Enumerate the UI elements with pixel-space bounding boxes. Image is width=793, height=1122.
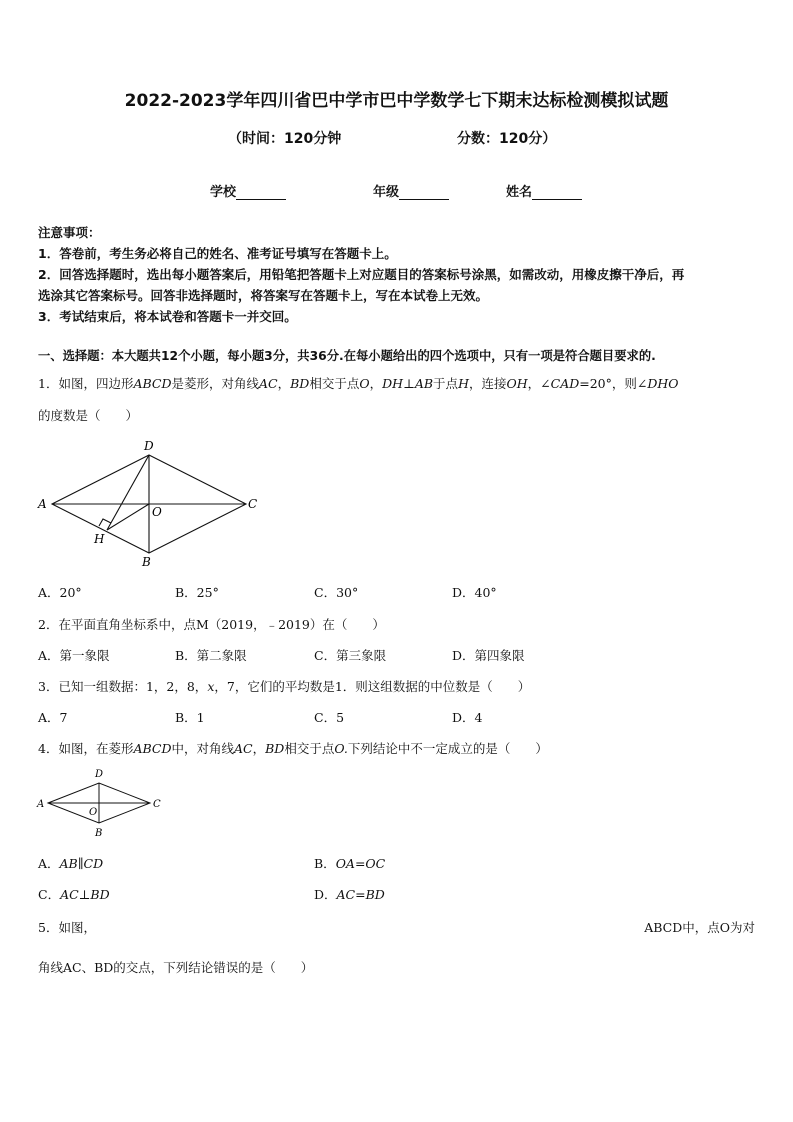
q4-label-d: D (95, 769, 104, 780)
q4-option-a: A．AB∥CD (38, 856, 104, 871)
q1-label-o: O (152, 505, 162, 519)
school-label: 学校 (210, 185, 237, 200)
q3-option-d: D．4 (452, 710, 483, 725)
q4-stem: 4．如图，在菱形ABCD中，对角线AC，BD相交于点O.下列结论中不一定成立的是（ ） (38, 741, 548, 756)
q4-label-o: O (89, 807, 98, 818)
q1-rhombus-figure (34, 436, 264, 568)
q4-label-a: A (37, 799, 45, 810)
notice-line-1: 1．答卷前，考生务必将自己的姓名、准考证号填写在答题卡上。 (38, 246, 397, 261)
q3-stem: 3．已知一组数据：1，2，8，x，7，它们的平均数是1．则这组数据的中位数是（ ） (38, 679, 531, 694)
q1-option-c: C．30° (314, 585, 359, 600)
q1-segment-dh (107, 455, 149, 530)
q4-option-d: D．AC=BD (314, 887, 385, 902)
grade-blank (399, 187, 449, 200)
q1-label-a: A (38, 497, 47, 511)
q1-label-b: B (142, 555, 151, 568)
q2-stem: 2．在平面直角坐标系中，点M（2019，﹣2019）在（ ） (38, 617, 385, 632)
q1-label-h: H (94, 532, 105, 546)
grade-field (373, 181, 449, 200)
q3-option-a: A．7 (38, 710, 68, 725)
section-heading: 一、选择题：本大题共12个小题，每小题3分，共36分.在每小题给出的四个选项中，只有一项是符合题目要求的. (38, 349, 656, 363)
q4-rhombus-figure (34, 765, 164, 840)
q3-option-b: B．1 (175, 710, 205, 725)
notice-line-2a: 2．回答选择题时，选出每小题答案后，用铅笔把答题卡上对应题目的答案标号涂黑，如需改动，用橡皮擦干净后，再 (38, 267, 685, 282)
q1-stem-line-2: 的度数是（ ） (38, 408, 139, 423)
q2-option-a: A．第一象限 (38, 648, 110, 663)
school-field (210, 181, 286, 200)
q1-label-c: C (248, 497, 258, 511)
q1-option-a: A．20° (38, 585, 82, 600)
q5-stem-line-2: 角线AC、BD的交点，下列结论错误的是（ ） (38, 960, 314, 975)
q2-option-b: B．第二象限 (175, 648, 247, 663)
notice-line-2b: 选涂其它答案标号。回答非选择题时，将答案写在答题卡上，写在本试卷上无效。 (38, 288, 489, 303)
exam-score: 分数：120分） (457, 131, 557, 147)
q4-option-b: B．OA=OC (314, 856, 386, 871)
q5-stem-right: ABCD中，点O为对 (644, 920, 755, 935)
notice-line-3: 3．考试结束后，将本试卷和答题卡一并交回。 (38, 309, 297, 324)
q1-option-d: D．40° (452, 585, 497, 600)
q4-option-c: C．AC⊥BD (38, 887, 110, 902)
q1-option-b: B．25° (175, 585, 219, 600)
school-blank (236, 187, 286, 200)
page-title: 2022-2023学年四川省巴中学市巴中学数学七下期末达标检测模拟试题 (124, 91, 669, 111)
q2-option-d: D．第四象限 (452, 648, 525, 663)
q1-segment-oh (107, 504, 149, 530)
name-blank (532, 187, 582, 200)
q5-stem: 5．如图， (38, 920, 96, 935)
notice-heading: 注意事项： (38, 225, 101, 240)
q1-label-d: D (144, 439, 154, 453)
q2-option-c: C．第三象限 (314, 648, 387, 663)
q1-stem: 1．如图，四边形ABCD是菱形，对角线AC，BD相交于点O，DH⊥AB于点H，连接OH，∠CAD=20°，则∠DHO (38, 376, 679, 391)
exam-time: （时间：120分钟 (228, 131, 342, 147)
name-label: 姓名 (506, 185, 533, 200)
q3-option-c: C．5 (314, 710, 345, 725)
grade-label: 年级 (373, 185, 400, 200)
name-field (506, 181, 582, 200)
q4-label-b: B (95, 828, 103, 839)
q4-label-c: C (153, 799, 161, 810)
